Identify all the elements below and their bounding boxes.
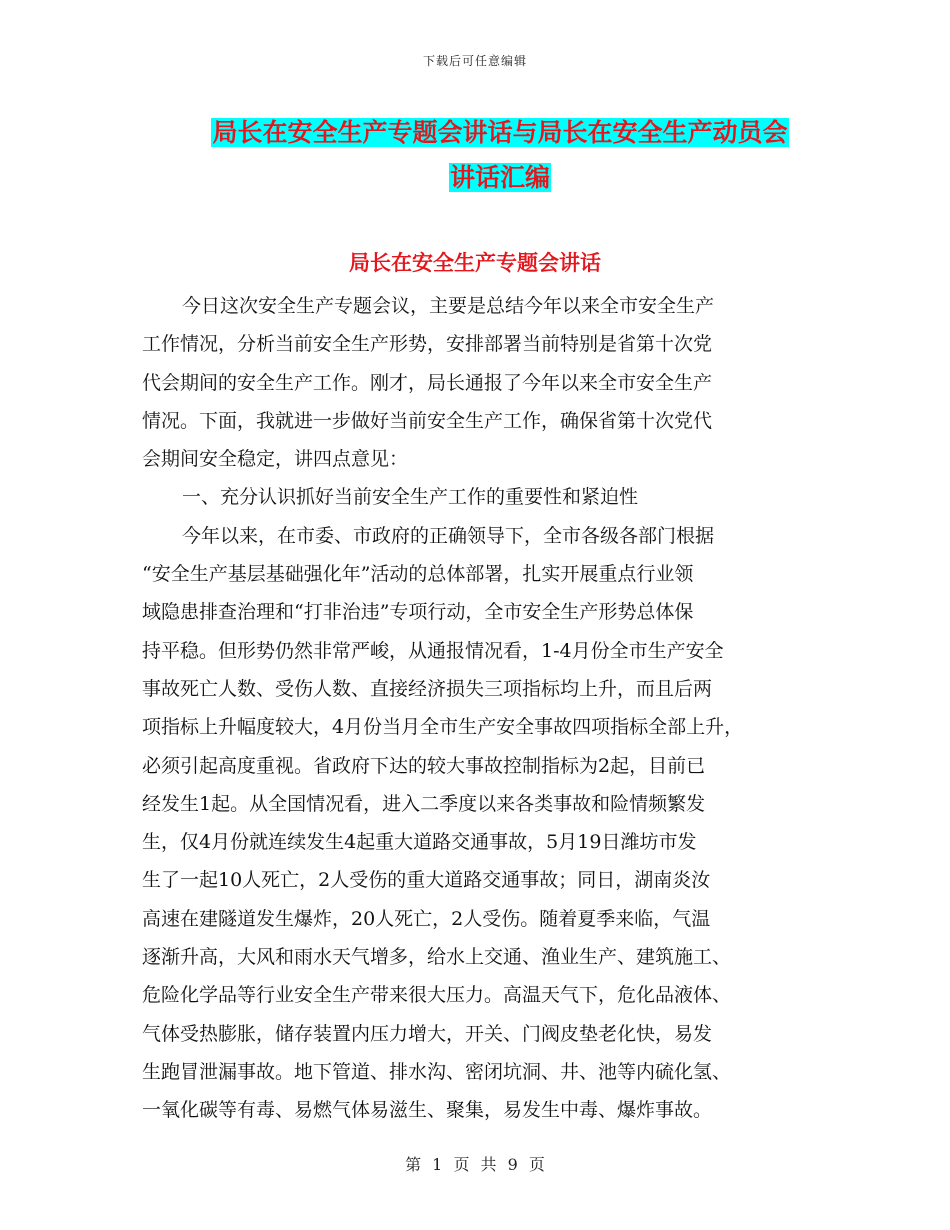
text-line: 生，仅4月份就连续发生4起重大道路交通事故，5月19日潍坊市发 — [142, 831, 697, 854]
text-line: 必须引起高度重视。省政府下达的较大事故控制指标为2起，目前已 — [142, 754, 706, 777]
document-title-line-1: 局长在安全生产专题会讲话与局长在安全生产动员会 — [212, 118, 788, 147]
text-line: 气体受热膨胀，储存装置内压力增大，开关、门阀皮垫老化快，易发 — [142, 1022, 713, 1045]
text-line: 会期间安全稳定，讲四点意见： — [142, 448, 409, 471]
text-line: 逐渐升高，大风和雨水天气增多，给水上交通、渔业生产、建筑施工、 — [142, 946, 732, 969]
text-line: 危险化学品等行业安全生产带来很大压力。高温天气下，危化品液体、 — [142, 984, 732, 1007]
text-line-heading: 一、充分认识抓好当前安全生产工作的重要性和紧迫性 — [182, 486, 639, 509]
text-line: 一氧化碳等有毒、易燃气体易滋生、聚集，易发生中毒、爆炸事故。 — [142, 1099, 713, 1122]
text-line: 今年以来，在市委、市政府的正确领导下，全市各级各部门根据 — [182, 524, 715, 547]
text-line: 事故死亡人数、受伤人数、直接经济损失三项指标均上升，而且后两 — [142, 677, 713, 700]
header-note: 下载后可任意编辑 — [422, 54, 527, 68]
text-line: 工作情况，分析当前安全生产形势，安排部署当前特别是省第十次党 — [142, 333, 713, 356]
text-line: 生跑冒泄漏事故。地下管道、排水沟、密闭坑洞、井、池等内硫化氢、 — [142, 1060, 732, 1083]
text-line: 经发生1起。从全国情况看，进入二季度以来各类事故和险情频繁发 — [142, 792, 706, 815]
text-line: 持平稳。但形势仍然非常严峻，从通报情况看，1-4月份全市生产安全 — [142, 639, 724, 662]
text-line: 代会期间的安全生产工作。刚才，局长通报了今年以来全市安全生产 — [142, 371, 713, 394]
text-line: 生了一起10人死亡，2人受伤的重大道路交通事故；同日，湖南炎汝 — [142, 869, 711, 892]
section-title: 局长在安全生产专题会讲话 — [349, 251, 601, 275]
text-line: 情况。下面，我就进一步做好当前安全生产工作，确保省第十次党代 — [142, 409, 713, 432]
document-title-line-2: 讲话汇编 — [449, 163, 550, 192]
document-title — [150, 110, 850, 200]
text-line: 域隐患排查治理和“打非治违”专项行动，全市安全生产形势总体保 — [142, 601, 694, 624]
text-line: “安全生产基层基础强化年”活动的总体部署，扎实开展重点行业领 — [142, 563, 694, 586]
text-line: 今日这次安全生产专题会议，主要是总结今年以来全市安全生产 — [182, 295, 715, 317]
text-line: 高速在建隧道发生爆炸，20人死亡，2人受伤。随着夏季来临，气温 — [142, 907, 711, 930]
page-number-footer: 第 1 页 共 9 页 — [405, 1155, 545, 1174]
text-line: 项指标上升幅度较大，4月份当月全市生产安全事故四项指标全部上升， — [142, 716, 744, 739]
body-text — [142, 287, 832, 1130]
